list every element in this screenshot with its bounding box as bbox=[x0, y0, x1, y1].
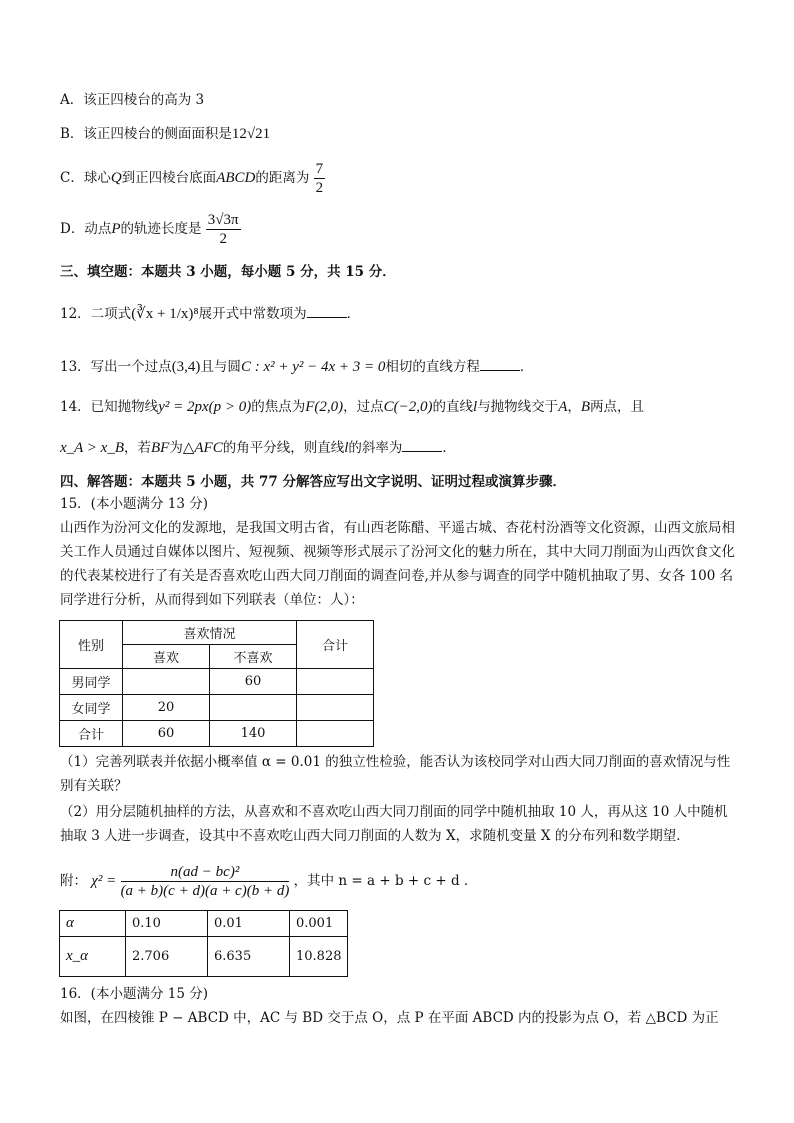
q12-suffix: 展开式中常数项为 bbox=[198, 306, 307, 322]
row-label-alpha: α bbox=[60, 911, 126, 937]
section4-heading: 四、解答题：本题共 5 小题，共 77 分解答应写出文字说明、证明过程或演算步骤． bbox=[60, 474, 566, 490]
option-d-p: P bbox=[111, 221, 121, 237]
q14-text-h: ，若 bbox=[124, 440, 151, 456]
appendix-formula bbox=[60, 862, 477, 900]
table-row bbox=[60, 695, 374, 721]
question-14-line2 bbox=[60, 437, 456, 458]
header-total: 合计 bbox=[297, 621, 374, 669]
q12-prefix: 12．二项式 bbox=[60, 306, 132, 322]
q14-text-c: ，过点 bbox=[343, 399, 384, 415]
cell: 0.01 bbox=[208, 911, 290, 937]
option-c-abcd: ABCD bbox=[216, 170, 256, 186]
q14-blank bbox=[402, 437, 442, 452]
cell-total bbox=[297, 695, 374, 721]
q14-text-b: 的焦点为 bbox=[251, 399, 306, 415]
option-a: A．该正四棱台的高为 3 bbox=[60, 92, 205, 108]
q14-text-e: 与抛物线交于 bbox=[477, 399, 559, 415]
q14-triangle: △AFC bbox=[182, 440, 223, 456]
q14-line-l: l bbox=[473, 399, 478, 415]
q14-end: ． bbox=[442, 440, 456, 456]
q13-mid: 且与圆 bbox=[200, 359, 241, 375]
q14-point-b: B bbox=[580, 399, 591, 415]
option-c-fraction: $\frac{7}{2}$ bbox=[315, 161, 324, 196]
row-label: 合计 bbox=[60, 721, 123, 747]
table-row bbox=[60, 669, 374, 695]
cell-like: 60 bbox=[123, 721, 210, 747]
contingency-table bbox=[59, 620, 374, 747]
q13-circle: C : x² + y² − 4x + 3 = 0 bbox=[240, 359, 386, 375]
cell: 2.706 bbox=[126, 937, 208, 977]
q15-part1: （1）完善列联表并依据小概率值 α = 0.01 的独立性检验，能否认为该校同学对山西大同刀削面的喜欢情况与性别有关联？ bbox=[60, 754, 731, 794]
q14-point-c: C(−2,0) bbox=[383, 399, 433, 415]
cell-total bbox=[297, 669, 374, 695]
q13-point: (3,4) bbox=[171, 359, 201, 375]
cell-dislike bbox=[210, 695, 297, 721]
q14-point-a: A bbox=[558, 399, 568, 415]
cell-dislike: 140 bbox=[210, 721, 297, 747]
q14-text-k: 的斜率为 bbox=[348, 440, 403, 456]
cell: 0.001 bbox=[290, 911, 348, 937]
q16-body: 如图，在四棱锥 P − ABCD 中，AC 与 BD 交于点 O，点 P 在平面 ABCD 内的投影为点 O，若 △BCD 为正 bbox=[60, 1010, 719, 1026]
question-12 bbox=[60, 298, 360, 330]
q14-text-f: ， bbox=[567, 399, 581, 415]
section3-heading: 三、填空题：本题共 3 小题，每小题 5 分，共 15 分． bbox=[60, 264, 396, 280]
table-row bbox=[60, 911, 348, 937]
header-dislike: 不喜欢 bbox=[210, 645, 297, 669]
q14-text-g: 两点，且 bbox=[590, 399, 645, 415]
row-label-x: x_α bbox=[60, 937, 126, 977]
option-d-fraction: $\frac{3√3\pi}{2}$ bbox=[207, 212, 239, 247]
option-b bbox=[60, 124, 270, 144]
q14-bf: BF bbox=[151, 440, 170, 456]
cell-like: 20 bbox=[123, 695, 210, 721]
q13-end: ． bbox=[519, 359, 534, 375]
cell-like bbox=[123, 669, 210, 695]
header-like-group: 喜欢情况 bbox=[123, 621, 297, 645]
option-c-mid: 到正四棱台底面 bbox=[121, 170, 217, 186]
option-c-prefix: C．球心 bbox=[60, 170, 111, 186]
header-like: 喜欢 bbox=[123, 645, 210, 669]
q15-title: 15．(本小题满分 13 分) bbox=[60, 496, 208, 512]
appendix-lhs: χ² = bbox=[91, 873, 117, 889]
option-d bbox=[60, 209, 241, 249]
option-d-prefix: D．动点 bbox=[60, 221, 112, 237]
q14-line-l-2: l bbox=[344, 440, 349, 456]
q14-condition: x_A > x_B bbox=[60, 440, 124, 456]
question-14-line1 bbox=[60, 397, 644, 417]
critical-value-table bbox=[59, 910, 348, 977]
q14-parabola: y² = 2px(p > 0) bbox=[158, 399, 252, 415]
q12-end: ． bbox=[346, 306, 361, 322]
q13-suffix: 相切的直线方程 bbox=[385, 359, 480, 375]
question-13 bbox=[60, 356, 533, 377]
q15-body: 山西作为汾河文化的发源地，是我国文明古省，有山西老陈醋、平遥古城、杏花村汾酒等文化资源，山西文旅局相关工作人员通过自媒体以图片、短视频、视频等形式展示了汾河文化的魅力所在，其中大同刀削面为山西饮食文化的代表某校进行了有关是否喜欢吃山西大同刀削面的调查问卷,并从参与调查的同学中随机抽取了男、女各 100 名同学进行分析，从而得到如下列联表（单位：人）： bbox=[60, 520, 735, 608]
q14-text-a: 14．已知抛物线 bbox=[60, 399, 159, 415]
cell: 10.828 bbox=[290, 937, 348, 977]
appendix-fraction: $\frac{\text{n(ad − bc)²}}{(a + b)(c + d)(a + c)(b + d)}$ bbox=[120, 864, 290, 899]
q13-blank bbox=[480, 356, 520, 371]
option-d-suffix: 的轨迹长度是 bbox=[120, 221, 202, 237]
q12-expression: (∛x + 1/x)⁸ bbox=[131, 306, 199, 322]
q14-text-i: 为 bbox=[169, 440, 183, 456]
q14-text-j: 的角平分线，则直线 bbox=[222, 440, 345, 456]
q13-prefix: 13．写出一个过点 bbox=[60, 359, 172, 375]
option-c bbox=[60, 158, 325, 198]
cell: 0.10 bbox=[126, 911, 208, 937]
header-gender: 性别 bbox=[60, 621, 123, 669]
cell: 6.635 bbox=[208, 937, 290, 977]
appendix-suffix: ，其中 n = a + b + c + d ． bbox=[293, 873, 478, 889]
appendix-prefix: 附： bbox=[60, 873, 87, 889]
table-row bbox=[60, 937, 348, 977]
q16-title: 16．(本小题满分 15 分) bbox=[60, 986, 208, 1002]
q15-part2: （2）用分层随机抽样的方法，从喜欢和不喜欢吃山西大同刀削面的同学中随机抽取 10 人，再从这 10 人中随机抽取 3 人进一步调查，设其中不喜欢吃山西大同刀削面的人数为 X，求随机变量 X 的分布列和数学期望． bbox=[60, 804, 728, 844]
option-c-suffix: 的距离为 bbox=[255, 170, 310, 186]
cell-dislike: 60 bbox=[210, 669, 297, 695]
row-label: 女同学 bbox=[60, 695, 123, 721]
option-c-q: Q bbox=[110, 170, 122, 186]
q12-blank bbox=[307, 303, 347, 318]
table-row bbox=[60, 721, 374, 747]
q14-text-d: 的直线 bbox=[432, 399, 474, 415]
row-label: 男同学 bbox=[60, 669, 123, 695]
q14-focus: F(2,0) bbox=[305, 399, 344, 415]
cell-total bbox=[297, 721, 374, 747]
option-b-text: B．该正四棱台的侧面面积是 bbox=[60, 126, 232, 142]
option-b-value: 12√21 bbox=[231, 126, 271, 142]
